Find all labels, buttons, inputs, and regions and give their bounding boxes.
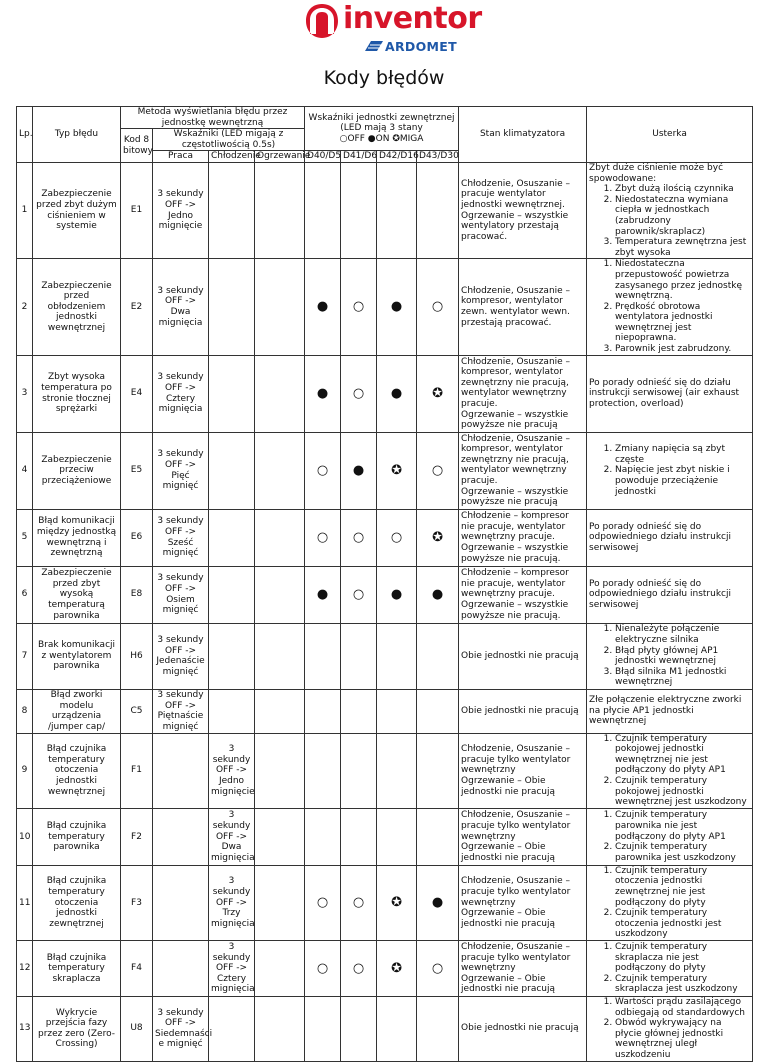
row-status: Chłodzenie, Osuszanie – pracuje tylko wentylator wewnętrzny Ogrzewanie – Obie jednostki nie pracują <box>459 733 587 808</box>
header-praca: Praca <box>153 151 209 163</box>
fault-list-item: 2. Prędkość obrotowa wentylatora jednostki wewnętrznej jest niepoprawna. <box>615 302 750 344</box>
header-ogrzewanie: Ogrzewanie <box>255 151 305 163</box>
row-chlodzenie <box>209 996 255 1061</box>
row-led-d2 <box>341 355 377 432</box>
fault-list-item: 2. Niedostateczna wymiana ciepła w jednostkach (zabrudzony parownik/skraplacz) <box>615 195 750 237</box>
row-chlodzenie <box>209 689 255 733</box>
row-type: Zbyt wysoka temperatura po stronie tłocznej sprężarki <box>33 355 121 432</box>
row-led-d1 <box>305 259 341 355</box>
row-lp: 11 <box>17 865 33 940</box>
fault-text: Złe połączenie elektryczne zworki na płycie AP1 jednostki wewnętrznej <box>589 695 742 727</box>
row-fault <box>587 689 753 733</box>
row-led-d1 <box>305 162 341 258</box>
row-led-d2 <box>341 623 377 689</box>
row-led-d1 <box>305 689 341 733</box>
row-status: Chłodzenie, Osuszanie – kompresor, wentylator zewn. wentylator wewn. przestają pracować. <box>459 259 587 355</box>
led-blink-icon: ✪ <box>391 960 402 976</box>
row-praca: 3 sekundy OFF -> Piętnaście mignięć <box>153 689 209 733</box>
header-fault: Usterka <box>587 107 753 163</box>
row-praca: 3 sekundy OFF -> Pięć mignięć <box>153 432 209 509</box>
fault-list-item: 2. Napięcie jest zbyt niskie i powoduje przeciążenie jednostki <box>615 465 750 497</box>
row-led-d4 <box>417 865 459 940</box>
row-praca <box>153 733 209 808</box>
row-type: Błąd czujnika temperatury parownika <box>33 808 121 865</box>
row-led-d4 <box>417 808 459 865</box>
row-lp: 13 <box>17 996 33 1061</box>
row-led-d1 <box>305 509 341 566</box>
header-indicators: Wskaźniki (LED migają z częstotliwością 0.5s) <box>153 129 305 151</box>
row-ogrzewanie <box>255 689 305 733</box>
header-d3: D42/D16 <box>377 151 417 163</box>
fault-list <box>589 866 750 940</box>
header-d1: D40/D5 <box>305 151 341 163</box>
row-code: E6 <box>121 509 153 566</box>
fault-text: Po porady odnieść się do działu instrukcji serwisowej (air exhaust protection, overload) <box>589 377 740 409</box>
fault-list <box>589 624 750 688</box>
row-ogrzewanie <box>255 355 305 432</box>
led-off-icon: ○ <box>352 386 365 402</box>
table-row <box>17 865 753 940</box>
row-fault <box>587 623 753 689</box>
table-row <box>17 940 753 996</box>
header-method: Metoda wyświetlania błędu przez jednostkę wewnętrzną <box>121 107 305 129</box>
ardomet-logo-icon <box>365 41 383 51</box>
row-lp: 7 <box>17 623 33 689</box>
row-led-d3 <box>377 355 417 432</box>
error-codes-table <box>16 106 753 1062</box>
led-off-icon: ○ <box>431 299 444 315</box>
row-type: Błąd czujnika temperatury otoczenia jednostki zewnętrznej <box>33 865 121 940</box>
row-code: F2 <box>121 808 153 865</box>
fault-list <box>589 810 750 863</box>
led-blink-icon: ✪ <box>432 386 443 402</box>
page-title: Kody błędów <box>323 67 445 89</box>
led-off-icon: ○ <box>352 299 365 315</box>
row-ogrzewanie <box>255 940 305 996</box>
led-off-icon: ○ <box>339 133 348 144</box>
row-code: F4 <box>121 940 153 996</box>
fault-list-item: 2. Czujnik temperatury pokojowej jednostki wewnętrznej jest uszkodzony <box>615 776 750 808</box>
row-led-d2 <box>341 259 377 355</box>
row-led-d3 <box>377 808 417 865</box>
row-code: C5 <box>121 689 153 733</box>
row-led-d3 <box>377 623 417 689</box>
fault-list-item: 2. Błąd płyty głównej AP1 jednostki wewnętrznej <box>615 646 750 667</box>
row-fault <box>587 259 753 355</box>
row-type: Brak komunikacji z wentylatorem parownika <box>33 623 121 689</box>
row-fault <box>587 566 753 623</box>
row-lp: 10 <box>17 808 33 865</box>
row-led-d4 <box>417 432 459 509</box>
row-led-d3 <box>377 509 417 566</box>
led-off-icon: ○ <box>316 530 329 546</box>
brand-sub <box>365 39 465 55</box>
row-fault <box>587 432 753 509</box>
row-led-d4 <box>417 733 459 808</box>
row-type: Zabezpieczenie przed zbyt dużym ciśnieniem w systemie <box>33 162 121 258</box>
header <box>0 0 768 58</box>
fault-list-item: 1. Zmiany napięcia są zbyt częste <box>615 444 750 465</box>
row-type: Zabezpieczenie przed obłodzeniem jednostki wewnętrznej <box>33 259 121 355</box>
row-led-d2 <box>341 689 377 733</box>
legend-on: ●ON <box>367 133 390 144</box>
row-status: Obie jednostki nie pracują <box>459 996 587 1061</box>
row-status: Chłodzenie, Osuszanie – pracuje wentylator jednostki wewnętrznej. Ogrzewanie – wszystkie wentylatory przestają pracować. <box>459 162 587 258</box>
header-status: Stan klimatyzatora <box>459 107 587 163</box>
header-outdoor <box>305 107 459 151</box>
row-status: Chłodzenie, Osuszanie – pracuje tylko wentylator wewnętrzny Ogrzewanie – Obie jednostki nie pracują <box>459 940 587 996</box>
row-praca <box>153 940 209 996</box>
row-led-d2 <box>341 509 377 566</box>
led-off-icon: ○ <box>316 463 329 479</box>
fault-list-item: 1. Czujnik temperatury parownika nie jest podłączony do płyty AP1 <box>615 810 750 842</box>
row-led-d1 <box>305 808 341 865</box>
fault-list-item: 1. Zbyt dużą ilością czynnika <box>615 184 750 195</box>
led-on-icon: ● <box>316 386 329 402</box>
row-fault <box>587 808 753 865</box>
row-fault <box>587 162 753 258</box>
fault-list-item: 1. Czujnik temperatury skraplacza nie jest podłączony do płyty <box>615 942 750 974</box>
table-row <box>17 733 753 808</box>
row-lp: 4 <box>17 432 33 509</box>
row-praca <box>153 865 209 940</box>
row-type: Błąd czujnika temperatury otoczenia jednostki wewnętrznej <box>33 733 121 808</box>
led-off-icon: ○ <box>431 463 444 479</box>
table-body <box>17 162 753 1061</box>
row-ogrzewanie <box>255 566 305 623</box>
row-praca <box>153 808 209 865</box>
row-fault <box>587 355 753 432</box>
row-fault <box>587 940 753 996</box>
row-chlodzenie <box>209 259 255 355</box>
row-ogrzewanie <box>255 259 305 355</box>
row-led-d2 <box>341 940 377 996</box>
row-led-d4 <box>417 623 459 689</box>
legend-off: ○OFF <box>339 133 365 144</box>
led-off-icon: ○ <box>352 895 365 911</box>
row-status: Obie jednostki nie pracują <box>459 689 587 733</box>
led-on-icon: ● <box>316 587 329 603</box>
row-led-d3 <box>377 259 417 355</box>
fault-list-item: 2. Czujnik temperatury otoczenia jednostki jest uszkodzony <box>615 908 750 940</box>
led-off-icon: ○ <box>316 895 329 911</box>
row-lp: 1 <box>17 162 33 258</box>
fault-list <box>589 259 750 354</box>
row-status: Chłodzenie, Osuszanie – kompresor, wentylator zewnętrzny nie pracują, wentylator wewnętrzny pracuje. Ogrzewanie – wszystkie powyższe nie pracują <box>459 355 587 432</box>
row-praca: 3 sekundy OFF -> Osiem mignięć <box>153 566 209 623</box>
row-status: Chłodzenie, Osuszanie – kompresor, wentylator zewnętrzny nie pracują, wentylator wewnętrzny pracuje. Ogrzewanie – wszystkie powyższe nie pracują <box>459 432 587 509</box>
row-led-d3 <box>377 162 417 258</box>
led-off-icon: ○ <box>352 587 365 603</box>
row-chlodzenie <box>209 355 255 432</box>
legend-blink: ✪MIGA <box>392 133 424 144</box>
row-fault <box>587 996 753 1061</box>
row-lp: 9 <box>17 733 33 808</box>
led-on-icon: ● <box>390 299 403 315</box>
table-row <box>17 623 753 689</box>
led-blink-icon: ✪ <box>392 133 400 144</box>
row-chlodzenie: 3 sekundy OFF -> Cztery mignięcia <box>209 940 255 996</box>
fault-list-item: 3. Parownik jest zabrudzony. <box>615 344 750 355</box>
led-off-icon: ○ <box>352 960 365 976</box>
led-on-icon: ● <box>390 587 403 603</box>
led-off-icon: ○ <box>390 530 403 546</box>
table-row <box>17 689 753 733</box>
header-outdoor-title: Wskaźniki jednostki zewnętrznej (LED mają 3 stany <box>308 112 455 134</box>
brand-name: inventor <box>343 1 482 36</box>
led-on-icon: ● <box>431 587 444 603</box>
row-lp: 3 <box>17 355 33 432</box>
row-status: Chłodzenie – kompresor nie pracuje, wentylator wewnętrzny pracuje. Ogrzewanie – wszystkie powyższe nie pracują. <box>459 566 587 623</box>
led-on-icon: ● <box>390 386 403 402</box>
fault-list <box>589 444 750 497</box>
row-praca: 3 sekundy OFF -> Jedenaście mignięć <box>153 623 209 689</box>
fault-intro: Zbyt duże ciśnienie może być spowodowane: <box>589 162 724 184</box>
row-type: Zabezpieczenie przed zbyt wysoką temperaturą parownika <box>33 566 121 623</box>
fault-list-item: 1. Nienależyte połączenie elektryczne silnika <box>615 624 750 645</box>
row-ogrzewanie <box>255 808 305 865</box>
led-blink-icon: ✪ <box>391 895 402 911</box>
row-led-d2 <box>341 162 377 258</box>
fault-list-item: 3. Błąd silnika M1 jednostki wewnętrznej <box>615 667 750 688</box>
fault-list-item: 1. Czujnik temperatury pokojowej jednostki wewnętrznej nie jest podłączony do płyty AP1 <box>615 734 750 776</box>
row-type: Błąd komunikacji między jednostką wewnętrzną i zewnętrzną <box>33 509 121 566</box>
header-d2: D41/D6 <box>341 151 377 163</box>
row-chlodzenie <box>209 509 255 566</box>
row-led-d1 <box>305 865 341 940</box>
table-row <box>17 162 753 258</box>
inventor-logo-icon <box>305 3 339 39</box>
row-praca: 3 sekundy OFF -> Jedno mignięcie <box>153 162 209 258</box>
row-led-d2 <box>341 865 377 940</box>
row-led-d1 <box>305 566 341 623</box>
row-ogrzewanie <box>255 162 305 258</box>
row-led-d4 <box>417 996 459 1061</box>
led-legend <box>307 134 456 145</box>
row-led-d4 <box>417 940 459 996</box>
row-led-d1 <box>305 355 341 432</box>
fault-list <box>589 184 750 258</box>
row-lp: 8 <box>17 689 33 733</box>
fault-list <box>589 997 750 1061</box>
fault-text: Po porady odnieść się do odpowiedniego działu instrukcji serwisowej <box>589 578 731 610</box>
row-led-d1 <box>305 940 341 996</box>
row-chlodzenie <box>209 162 255 258</box>
row-ogrzewanie <box>255 623 305 689</box>
header-code8: Kod 8 bitowy <box>121 129 153 163</box>
row-type: Błąd czujnika temperatury skraplacza <box>33 940 121 996</box>
table-row <box>17 566 753 623</box>
row-fault <box>587 733 753 808</box>
row-chlodzenie: 3 sekundy OFF -> Dwa mignięcia <box>209 808 255 865</box>
row-led-d1 <box>305 733 341 808</box>
fault-list-item: 2. Czujnik temperatury skraplacza jest uszkodzony <box>615 974 750 995</box>
row-led-d3 <box>377 733 417 808</box>
row-led-d4 <box>417 509 459 566</box>
table-row <box>17 509 753 566</box>
row-praca: 3 sekundy OFF -> Cztery mignięcia <box>153 355 209 432</box>
row-led-d3 <box>377 996 417 1061</box>
row-status: Chłodzenie – kompresor nie pracuje, wentylator wewnętrzny pracuje. Ogrzewanie – wszystkie powyższe nie pracują. <box>459 509 587 566</box>
row-ogrzewanie <box>255 432 305 509</box>
led-off-icon: ○ <box>431 960 444 976</box>
row-led-d4 <box>417 689 459 733</box>
row-fault <box>587 865 753 940</box>
fault-list-item: 1. Wartości prądu zasilającego odbiegają od standardowych <box>615 997 750 1018</box>
header-d4: D43/D30 <box>417 151 459 163</box>
row-code: E4 <box>121 355 153 432</box>
brand-logo <box>305 1 482 57</box>
row-ogrzewanie <box>255 865 305 940</box>
fault-list <box>589 942 750 995</box>
row-chlodzenie <box>209 432 255 509</box>
row-type: Wykrycie przejścia fazy przez zero (Zero-Crossing) <box>33 996 121 1061</box>
row-led-d4 <box>417 566 459 623</box>
led-on-icon: ● <box>352 463 365 479</box>
header-type: Typ błędu <box>33 107 121 163</box>
table-row <box>17 996 753 1061</box>
row-led-d3 <box>377 566 417 623</box>
header-chlodzenie: Chłodzenie <box>209 151 255 163</box>
row-led-d3 <box>377 432 417 509</box>
led-on-icon: ● <box>431 895 444 911</box>
row-status: Chłodzenie, Osuszanie – pracuje tylko wentylator wewnętrzny Ogrzewanie – Obie jednostki nie pracują <box>459 865 587 940</box>
row-led-d1 <box>305 623 341 689</box>
row-led-d4 <box>417 355 459 432</box>
row-lp: 6 <box>17 566 33 623</box>
table-row <box>17 808 753 865</box>
row-ogrzewanie <box>255 509 305 566</box>
row-led-d3 <box>377 865 417 940</box>
fault-list-item: 1. Czujnik temperatury otoczenia jednostki zewnętrznej nie jest podłączony do płyty <box>615 866 750 908</box>
row-chlodzenie: 3 sekundy OFF -> Trzy mignięcia <box>209 865 255 940</box>
row-led-d1 <box>305 996 341 1061</box>
row-lp: 12 <box>17 940 33 996</box>
led-off-icon: ○ <box>352 530 365 546</box>
row-praca: 3 sekundy OFF -> Sześć mignięć <box>153 509 209 566</box>
fault-list-item: 1. Niedostateczna przepustowość powietrza zasysanego przez jednostkę wewnętrzną. <box>615 259 750 301</box>
fault-list-item: 3. Temperatura zewnętrzna jest zbyt wysoka <box>615 237 750 258</box>
row-chlodzenie <box>209 623 255 689</box>
row-led-d4 <box>417 162 459 258</box>
fault-list-item: 2. Obwód wykrywający na płycie głównej jednostki wewnętrznej uległ uszkodzeniu <box>615 1018 750 1060</box>
row-led-d3 <box>377 689 417 733</box>
row-code: F1 <box>121 733 153 808</box>
row-type: Zabezpieczenie przeciw przeciążeniowe <box>33 432 121 509</box>
row-led-d4 <box>417 259 459 355</box>
led-blink-icon: ✪ <box>432 530 443 546</box>
row-ogrzewanie <box>255 996 305 1061</box>
row-fault <box>587 509 753 566</box>
row-code: E5 <box>121 432 153 509</box>
led-off-icon: ○ <box>316 960 329 976</box>
fault-list-item: 2. Czujnik temperatury parownika jest uszkodzony <box>615 842 750 863</box>
table-row <box>17 432 753 509</box>
led-on-icon: ● <box>316 299 329 315</box>
row-code: U8 <box>121 996 153 1061</box>
row-code: F3 <box>121 865 153 940</box>
row-praca: 3 sekundy OFF -> Dwa mignięcia <box>153 259 209 355</box>
table-row <box>17 355 753 432</box>
row-code: E8 <box>121 566 153 623</box>
brand-sub-text: ARDOMET <box>385 39 457 54</box>
row-type: Błąd zworki modelu urządzenia /jumper cap/ <box>33 689 121 733</box>
row-chlodzenie: 3 sekundy OFF -> Jedno mignięcie <box>209 733 255 808</box>
row-code: E2 <box>121 259 153 355</box>
row-led-d2 <box>341 432 377 509</box>
fault-list <box>589 734 750 808</box>
row-led-d2 <box>341 996 377 1061</box>
row-led-d2 <box>341 566 377 623</box>
row-status: Obie jednostki nie pracują <box>459 623 587 689</box>
row-led-d3 <box>377 940 417 996</box>
fault-text: Po porady odnieść się do odpowiedniego działu instrukcji serwisowej <box>589 521 731 553</box>
row-lp: 5 <box>17 509 33 566</box>
row-led-d2 <box>341 733 377 808</box>
table-row <box>17 259 753 355</box>
row-code: E1 <box>121 162 153 258</box>
row-lp: 2 <box>17 259 33 355</box>
led-on-icon: ● <box>367 133 376 144</box>
row-status: Chłodzenie, Osuszanie – pracuje tylko wentylator wewnętrzny Ogrzewanie – Obie jednostki nie pracują <box>459 808 587 865</box>
row-led-d2 <box>341 808 377 865</box>
header-lp: Lp. <box>17 107 33 163</box>
row-praca: 3 sekundy OFF -> Siedemnaści e mignięć <box>153 996 209 1061</box>
row-chlodzenie <box>209 566 255 623</box>
row-led-d1 <box>305 432 341 509</box>
led-blink-icon: ✪ <box>391 463 402 479</box>
row-code: H6 <box>121 623 153 689</box>
row-ogrzewanie <box>255 733 305 808</box>
